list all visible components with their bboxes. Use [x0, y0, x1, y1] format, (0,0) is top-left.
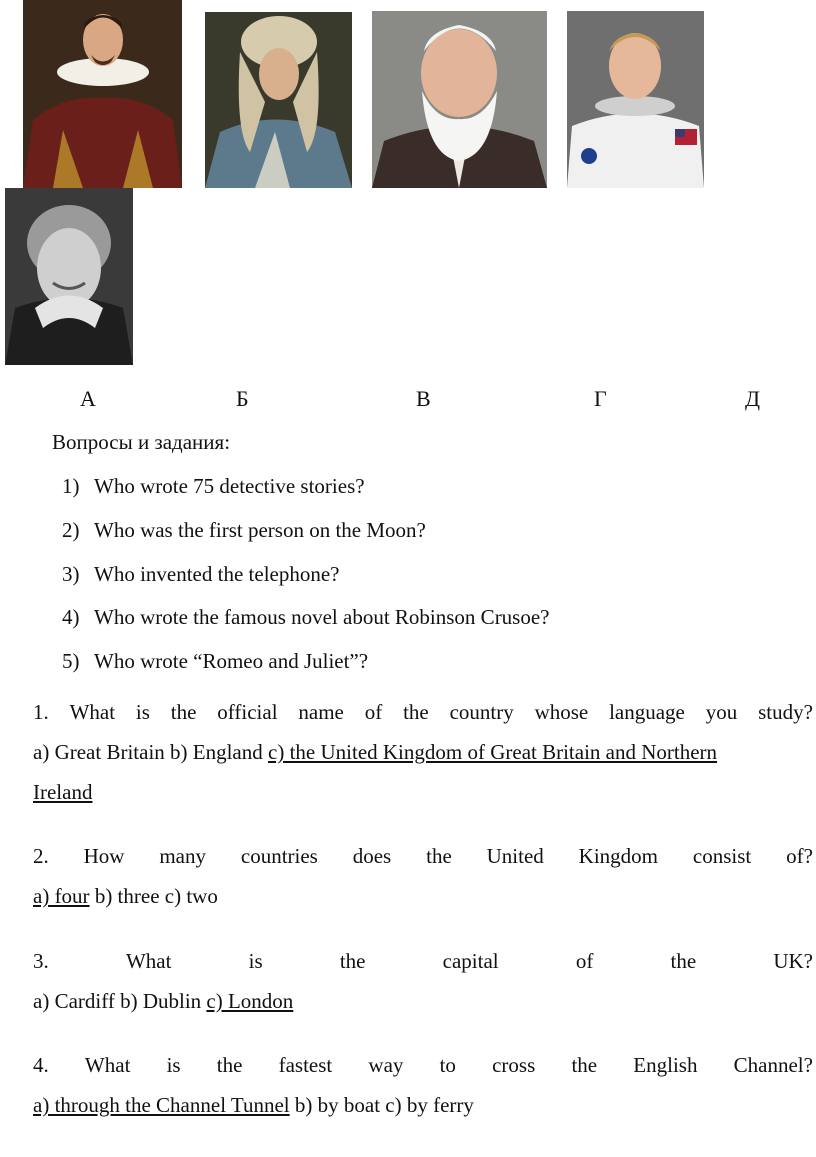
quiz-answers-3: a) Cardiff b) Dublin c) London	[33, 989, 294, 1013]
quiz-word: does	[352, 844, 392, 868]
quiz-word: you	[705, 700, 738, 724]
portrait-armstrong	[567, 11, 704, 188]
portrait-shakespeare	[23, 0, 182, 188]
quiz-word: to	[439, 1053, 456, 1077]
quiz-word: What	[125, 949, 172, 973]
quiz-word: How	[83, 844, 125, 868]
quiz-word: the	[403, 700, 429, 724]
quiz-word: consist	[692, 844, 752, 868]
quiz-word: the	[170, 700, 197, 724]
quiz-word: United	[486, 844, 544, 868]
quiz-word: whose	[534, 700, 589, 724]
quiz-question-2	[33, 836, 813, 876]
quiz-word: 3.	[33, 949, 49, 973]
question-1: 1) Who wrote 75 detective stories?	[62, 474, 365, 498]
quiz-word: study?	[758, 700, 813, 724]
quiz-word: UK?	[773, 949, 813, 973]
quiz-item-1	[33, 692, 816, 812]
portrait-bell	[372, 11, 547, 188]
quiz-word: 4.	[33, 1053, 49, 1077]
question-2: 2) Who was the first person on the Moon?	[62, 518, 426, 542]
quiz-word: What	[69, 700, 116, 724]
label-g: Г	[594, 386, 607, 411]
label-d: Д	[745, 386, 761, 411]
quiz-word: of	[364, 700, 383, 724]
quiz-word: many	[159, 844, 206, 868]
quiz-word: way	[368, 1053, 404, 1077]
quiz-word: the	[670, 949, 697, 973]
label-a: А	[80, 386, 96, 411]
quiz-word: name	[298, 700, 344, 724]
section-heading: Вопросы и задания:	[52, 430, 231, 454]
correct-answer: a) through the Channel Tunnel	[33, 1093, 290, 1117]
quiz-word: is	[135, 700, 150, 724]
question-5: 5) Who wrote “Romeo and Juliet”?	[62, 649, 369, 673]
quiz-item-3	[33, 941, 816, 1021]
quiz-word: the	[426, 844, 452, 868]
question-4: 4) Who wrote the famous novel about Robinson Crusoe?	[62, 605, 550, 629]
question-3: 3) Who invented the telephone?	[62, 562, 340, 586]
quiz-word: fastest	[278, 1053, 333, 1077]
quiz-word: of?	[786, 844, 813, 868]
quiz-item-2	[33, 836, 816, 916]
quiz-word: is	[166, 1053, 181, 1077]
quiz-answers-4: a) through the Channel Tunnel b) by boat c) by ferry	[33, 1093, 474, 1117]
quiz-word: capital	[442, 949, 499, 973]
portrait-christie	[5, 188, 133, 365]
quiz-word: English	[633, 1053, 698, 1077]
correct-answer-cont: Ireland	[33, 780, 93, 804]
quiz-question-1	[33, 692, 813, 732]
label-b: Б	[236, 386, 249, 411]
label-v: В	[416, 386, 431, 411]
quiz-word: countries	[240, 844, 318, 868]
quiz-word: official	[217, 700, 278, 724]
quiz-question-4	[33, 1045, 813, 1085]
quiz-word: language	[609, 700, 685, 724]
quiz-word: of	[575, 949, 594, 973]
correct-answer: a) four	[33, 884, 90, 908]
quiz-word: country	[449, 700, 514, 724]
quiz-item-4	[33, 1045, 816, 1125]
quiz-word: 1.	[33, 700, 49, 724]
correct-answer: c) London	[206, 989, 294, 1013]
quiz-word: is	[248, 949, 263, 973]
correct-answer: c) the United Kingdom of Great Britain and Northern	[268, 740, 718, 764]
quiz-word: the	[216, 1053, 243, 1077]
quiz-answers-1: a) Great Britain b) England c) the United Kingdom of Great Britain and Northern	[33, 740, 718, 764]
quiz-answers-2: a) four b) three c) two	[33, 884, 218, 908]
quiz-word: the	[571, 1053, 598, 1077]
quiz-word: the	[339, 949, 366, 973]
quiz-word: Channel?	[733, 1053, 813, 1077]
portrait-defoe	[205, 12, 352, 188]
quiz-word: 2.	[33, 844, 49, 868]
quiz-word: What	[84, 1053, 131, 1077]
quiz-word: cross	[492, 1053, 536, 1077]
quiz-word: Kingdom	[578, 844, 659, 868]
quiz-question-3	[33, 941, 813, 981]
